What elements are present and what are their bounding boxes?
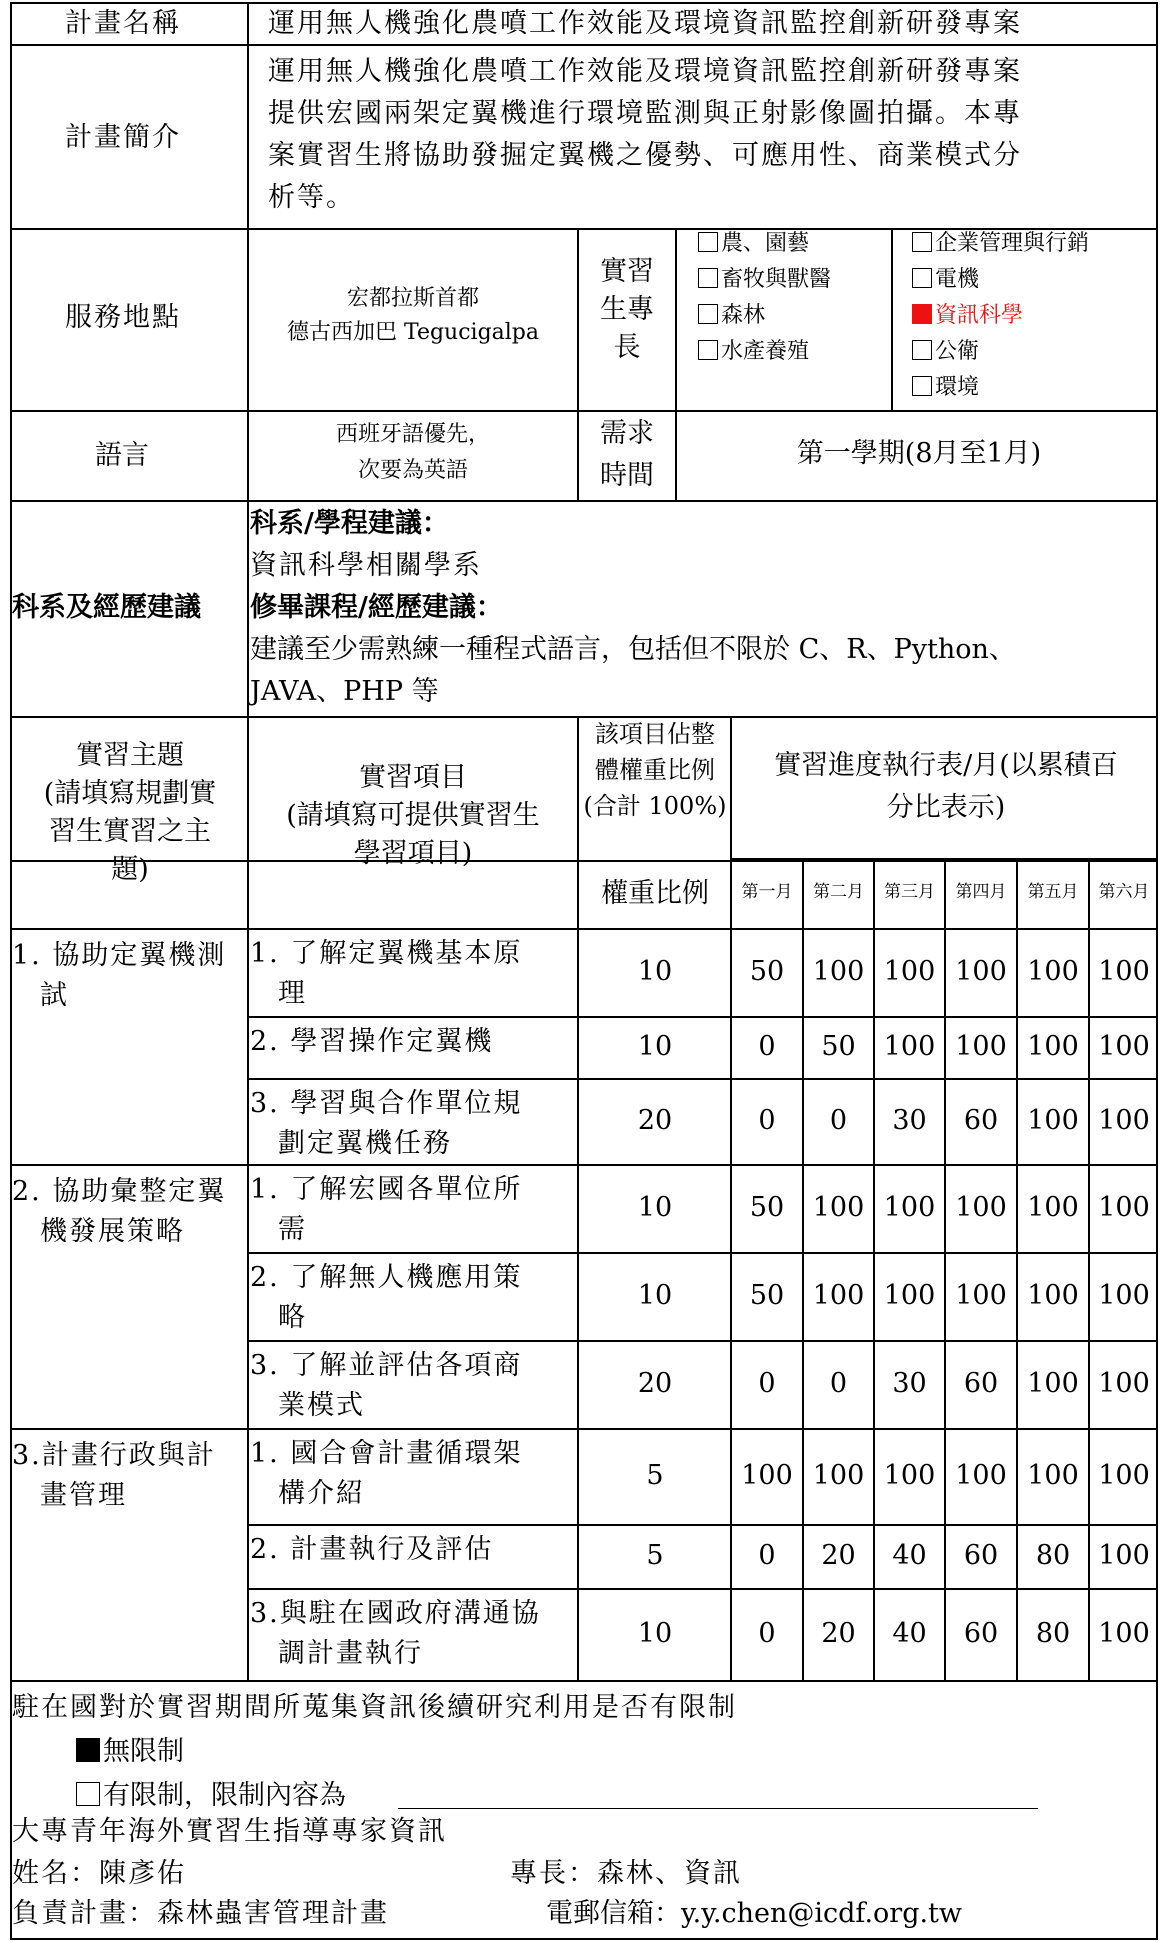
progress-value: 100 bbox=[1098, 1192, 1150, 1223]
item-line: 理 bbox=[278, 978, 307, 1009]
item-line: 3.與駐在國政府溝通協 bbox=[250, 1598, 541, 1629]
progress-value: 50 bbox=[749, 1192, 785, 1223]
item-header: 實習項目 bbox=[359, 762, 467, 793]
location-label: 服務地點 bbox=[65, 302, 181, 333]
progress-value: 0 bbox=[758, 1540, 776, 1571]
checkbox-label: 水產養殖 bbox=[721, 339, 810, 364]
progress-value: 100 bbox=[1098, 1105, 1150, 1136]
language-line: 次要為英語 bbox=[357, 458, 468, 483]
progress-value: 100 bbox=[1027, 956, 1079, 987]
unchecked-box-icon bbox=[912, 340, 932, 360]
time-label: 時間 bbox=[600, 460, 654, 491]
progress-value: 50 bbox=[749, 1280, 785, 1311]
row-divider bbox=[12, 928, 1156, 930]
progress-value: 60 bbox=[963, 1540, 999, 1571]
progress-value: 0 bbox=[829, 1105, 848, 1136]
restriction-no-limit[interactable] bbox=[76, 1738, 184, 1765]
progress-value: 100 bbox=[883, 956, 936, 987]
unchecked-box-icon bbox=[912, 232, 932, 252]
progress-value: 100 bbox=[1098, 1618, 1150, 1649]
time-label: 需求 bbox=[600, 418, 654, 449]
specialty-option[interactable] bbox=[698, 232, 809, 255]
restriction-question: 駐在國對於實習期間所蒐集資訊後續研究利用是否有限制 bbox=[12, 1692, 737, 1723]
department-label: 科系及經歷建議 bbox=[12, 592, 201, 623]
location-line: 德古西加巴 Tegucigalpa bbox=[286, 320, 540, 345]
weight-header: 體權重比例 bbox=[595, 756, 715, 784]
specialty-option[interactable] bbox=[698, 268, 831, 291]
weight-subheader: 權重比例 bbox=[601, 878, 709, 909]
month-header: 第六月 bbox=[1098, 882, 1150, 902]
theme-header: 習生實習之主 bbox=[49, 816, 211, 847]
progress-value: 100 bbox=[883, 1192, 936, 1223]
project-intro-line: 案實習生將協助發掘定翼機之優勢、可應用性、商業模式分 bbox=[268, 140, 1022, 171]
mentor-project: 負責計畫：森林蟲害管理計畫 bbox=[12, 1898, 389, 1929]
progress-value: 100 bbox=[1027, 1368, 1079, 1399]
checkbox-label: 農、園藝 bbox=[721, 231, 810, 256]
mentor-specialty: 專長：森林、資訊 bbox=[510, 1858, 742, 1889]
item-line: 3. 學習與合作單位規 bbox=[250, 1088, 523, 1119]
row-divider bbox=[12, 1428, 1156, 1430]
progress-value: 100 bbox=[955, 1460, 1007, 1491]
month-header: 第三月 bbox=[884, 882, 935, 902]
progress-value: 100 bbox=[883, 1031, 936, 1062]
progress-value: 100 bbox=[1027, 1031, 1079, 1062]
column-divider-specialty bbox=[675, 228, 677, 500]
restriction-blank-line[interactable] bbox=[398, 1808, 1038, 1809]
specialty-option[interactable] bbox=[912, 232, 1089, 255]
unchecked-box-icon bbox=[698, 340, 718, 360]
progress-value: 30 bbox=[892, 1368, 927, 1399]
location-line: 宏都拉斯首都 bbox=[346, 286, 479, 311]
theme-title: 2. 協助彙整定翼 bbox=[12, 1176, 227, 1207]
progress-value: 100 bbox=[1098, 1280, 1150, 1311]
progress-value: 100 bbox=[812, 1280, 865, 1311]
theme-title: 畫管理 bbox=[40, 1480, 127, 1511]
checked-box-icon bbox=[76, 1738, 100, 1762]
item-line: 3. 了解並評估各項商 bbox=[250, 1350, 523, 1381]
mentor-email: 電郵信箱：y.y.chen@icdf.org.tw bbox=[546, 1898, 963, 1929]
dept-value: 資訊科學相關學系 bbox=[250, 550, 482, 581]
checkbox-label: 資訊科學 bbox=[935, 303, 1024, 328]
item-line: 1. 了解定翼機基本原 bbox=[250, 938, 523, 969]
unchecked-box-icon bbox=[76, 1782, 100, 1806]
specialty-option[interactable] bbox=[912, 268, 979, 291]
month-header: 第四月 bbox=[955, 882, 1007, 902]
restriction-limit[interactable] bbox=[76, 1782, 346, 1809]
progress-value: 100 bbox=[812, 956, 865, 987]
progress-value: 20 bbox=[821, 1540, 856, 1571]
weight-value: 5 bbox=[646, 1540, 664, 1571]
month-header: 第五月 bbox=[1027, 882, 1079, 902]
item-header: (請填寫可提供實習生 bbox=[286, 800, 540, 831]
specialty-option[interactable] bbox=[912, 340, 979, 363]
progress-value: 60 bbox=[963, 1368, 999, 1399]
theme-title: 試 bbox=[40, 980, 69, 1011]
course-line: 建議至少需熟練一種程式語言，包括但不限於 C、R、Python、 bbox=[250, 634, 1016, 665]
specialty-option[interactable] bbox=[912, 376, 979, 399]
item-header: 學習項目) bbox=[353, 838, 473, 869]
project-intro-label: 計畫簡介 bbox=[65, 122, 181, 153]
theme-title: 機發展策略 bbox=[40, 1216, 185, 1247]
unchecked-box-icon bbox=[912, 268, 932, 288]
progress-header: 實習進度執行表/月(以累積百 bbox=[774, 750, 1118, 781]
row-divider bbox=[12, 410, 1156, 412]
checkbox-label: 畜牧與獸醫 bbox=[721, 267, 832, 292]
specialty-option[interactable] bbox=[698, 340, 809, 363]
weight-value: 10 bbox=[637, 1280, 673, 1311]
progress-value: 100 bbox=[1098, 1460, 1150, 1491]
progress-value: 0 bbox=[758, 1618, 776, 1649]
item-line: 需 bbox=[278, 1214, 307, 1245]
progress-value: 0 bbox=[758, 1031, 776, 1062]
merged-cell-mask bbox=[12, 1077, 247, 1081]
progress-value: 100 bbox=[1098, 1368, 1150, 1399]
specialty-label: 生專 bbox=[600, 294, 654, 325]
project-intro-line: 析等。 bbox=[268, 182, 355, 213]
progress-value: 20 bbox=[821, 1618, 856, 1649]
progress-value: 80 bbox=[1035, 1540, 1071, 1571]
merged-cell-mask bbox=[12, 1587, 247, 1591]
weight-value: 10 bbox=[637, 1618, 673, 1649]
theme-header: 實習主題 bbox=[76, 740, 184, 771]
progress-value: 30 bbox=[892, 1105, 927, 1136]
checkbox-label: 公衛 bbox=[935, 339, 980, 364]
progress-value: 100 bbox=[1027, 1192, 1079, 1223]
theme-header: (請填寫規劃實 bbox=[43, 778, 217, 809]
progress-value: 100 bbox=[812, 1192, 865, 1223]
item-line: 構介紹 bbox=[278, 1478, 365, 1509]
checkbox-label: 森林 bbox=[721, 303, 766, 328]
checkbox-label: 有限制，限制內容為 bbox=[103, 1780, 346, 1811]
progress-value: 100 bbox=[955, 956, 1007, 987]
column-divider-location bbox=[577, 228, 579, 500]
merged-cell-mask bbox=[12, 1251, 247, 1255]
column-divider-label bbox=[247, 4, 249, 1680]
progress-header: 分比表示) bbox=[886, 792, 1006, 823]
row-divider bbox=[12, 1164, 1156, 1166]
progress-value: 0 bbox=[758, 1368, 776, 1399]
language-line: 西班牙語優先， bbox=[335, 422, 490, 447]
progress-value: 50 bbox=[749, 956, 785, 987]
schedule-subheader-divider bbox=[730, 858, 1156, 860]
course-line: JAVA、PHP 等 bbox=[250, 676, 439, 707]
theme-header: 題) bbox=[111, 854, 149, 885]
progress-value: 100 bbox=[812, 1460, 865, 1491]
project-name-label: 計畫名稱 bbox=[65, 8, 181, 39]
month-header: 第二月 bbox=[813, 882, 864, 902]
progress-value: 100 bbox=[955, 1280, 1007, 1311]
progress-value: 100 bbox=[1098, 1540, 1150, 1571]
theme-title: 3.計畫行政與計 bbox=[12, 1440, 216, 1471]
specialty-option[interactable] bbox=[912, 304, 1023, 327]
unchecked-box-icon bbox=[912, 376, 932, 396]
checkbox-label: 無限制 bbox=[103, 1736, 184, 1767]
mentor-name: 姓名：陳彥佑 bbox=[12, 1858, 186, 1889]
row-divider bbox=[12, 44, 1156, 46]
progress-value: 100 bbox=[1027, 1105, 1079, 1136]
progress-value: 100 bbox=[1027, 1280, 1079, 1311]
column-divider-weight bbox=[577, 716, 579, 1680]
language-label: 語言 bbox=[95, 440, 149, 471]
checked-box-icon bbox=[912, 304, 932, 324]
row-divider bbox=[12, 500, 1156, 502]
weight-value: 10 bbox=[637, 1031, 673, 1062]
progress-value: 100 bbox=[883, 1280, 936, 1311]
unchecked-box-icon bbox=[698, 268, 718, 288]
item-line: 2. 了解無人機應用策 bbox=[250, 1262, 523, 1293]
dept-heading: 科系/學程建議： bbox=[250, 508, 449, 539]
weight-value: 20 bbox=[637, 1105, 673, 1136]
project-name-value: 運用無人機強化農噴工作效能及環境資訊監控創新研發專案 bbox=[268, 8, 1022, 39]
row-divider bbox=[12, 716, 1156, 718]
checkbox-label: 電機 bbox=[935, 267, 980, 292]
progress-value: 40 bbox=[892, 1618, 927, 1649]
weight-header: 該項目佔整 bbox=[595, 720, 715, 748]
progress-value: 100 bbox=[1027, 1460, 1079, 1491]
internship-form bbox=[10, 2, 1158, 1940]
course-heading: 修畢課程/經歷建議： bbox=[250, 592, 503, 623]
progress-value: 100 bbox=[883, 1460, 936, 1491]
column-divider-options bbox=[891, 228, 893, 410]
weight-header: (合計 100%) bbox=[583, 792, 727, 820]
weight-value: 5 bbox=[646, 1460, 664, 1491]
progress-value: 40 bbox=[892, 1540, 927, 1571]
progress-value: 80 bbox=[1035, 1618, 1071, 1649]
item-line: 1. 了解宏國各單位所 bbox=[250, 1174, 523, 1205]
item-line: 劃定翼機任務 bbox=[278, 1128, 452, 1159]
progress-value: 60 bbox=[963, 1618, 999, 1649]
progress-value: 60 bbox=[963, 1105, 999, 1136]
time-value: 第一學期(8月至1月) bbox=[796, 438, 1042, 469]
checkbox-label: 環境 bbox=[935, 375, 980, 400]
merged-cell-mask bbox=[12, 1523, 247, 1527]
weight-value: 10 bbox=[637, 1192, 673, 1223]
specialty-label: 長 bbox=[613, 332, 641, 363]
item-line: 1. 國合會計畫循環架 bbox=[250, 1438, 523, 1469]
progress-value: 100 bbox=[1098, 956, 1150, 987]
row-divider bbox=[12, 228, 1156, 230]
unchecked-box-icon bbox=[698, 304, 718, 324]
mentor-heading: 大專青年海外實習生指導專家資訊 bbox=[12, 1816, 447, 1847]
project-intro-line: 運用無人機強化農噴工作效能及環境資訊監控創新研發專案 bbox=[268, 56, 1022, 87]
item-line: 2. 學習操作定翼機 bbox=[250, 1026, 494, 1057]
progress-value: 100 bbox=[1098, 1031, 1150, 1062]
item-line: 業模式 bbox=[278, 1390, 365, 1421]
merged-cell-mask bbox=[12, 1339, 247, 1343]
progress-value: 0 bbox=[758, 1105, 776, 1136]
weight-value: 10 bbox=[637, 956, 673, 987]
row-divider bbox=[12, 1680, 1156, 1682]
unchecked-box-icon bbox=[698, 232, 718, 252]
item-line: 略 bbox=[278, 1302, 307, 1333]
item-line: 調計畫執行 bbox=[278, 1638, 423, 1669]
progress-value: 100 bbox=[955, 1031, 1007, 1062]
weight-value: 20 bbox=[637, 1368, 673, 1399]
specialty-option[interactable] bbox=[698, 304, 765, 327]
progress-value: 100 bbox=[955, 1192, 1007, 1223]
month-header: 第一月 bbox=[741, 882, 793, 902]
specialty-label: 實習 bbox=[600, 256, 654, 287]
merged-cell-mask bbox=[12, 1015, 247, 1019]
progress-value: 50 bbox=[821, 1031, 856, 1062]
project-intro-line: 提供宏國兩架定翼機進行環境監測與正射影像圖拍攝。本專 bbox=[268, 98, 1022, 129]
progress-value: 0 bbox=[829, 1368, 848, 1399]
theme-title: 1. 協助定翼機測 bbox=[12, 940, 227, 971]
progress-value: 100 bbox=[741, 1460, 793, 1491]
checkbox-label: 企業管理與行銷 bbox=[935, 231, 1090, 256]
item-line: 2. 計畫執行及評估 bbox=[250, 1534, 494, 1565]
